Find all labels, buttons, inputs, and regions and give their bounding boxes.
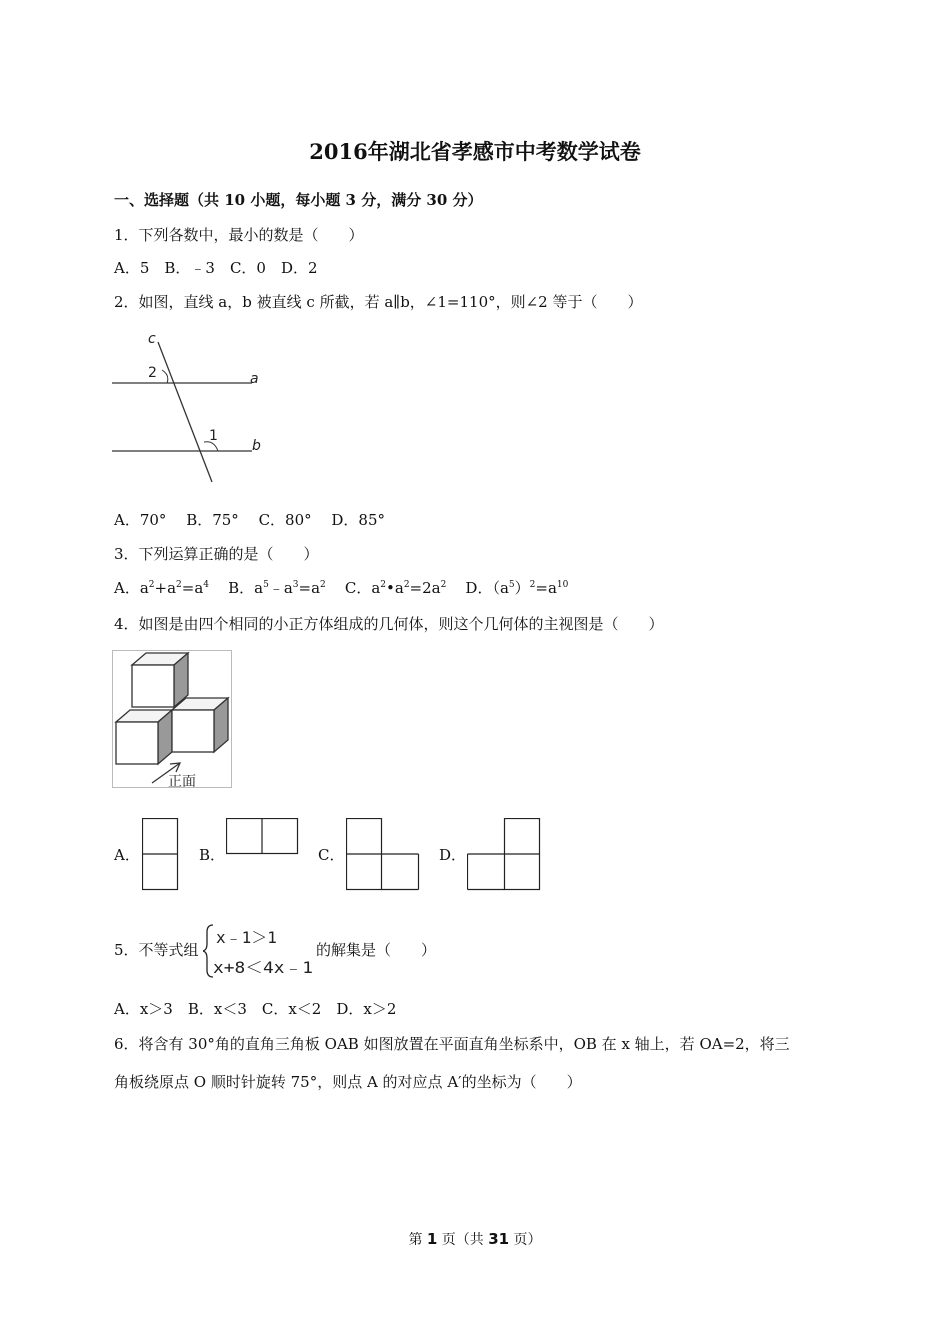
angle-1-label: 1 (209, 428, 218, 444)
question-6-line-2: 角板绕原点 O 顺时针旋转 75°，则点 A 的对应点 A′的坐标为（ ） (114, 1073, 582, 1091)
angle-2-label: 2 (148, 365, 157, 381)
page-total: 31 (488, 1230, 510, 1248)
question-1-stem: 1．下列各数中，最小的数是（ ） (114, 226, 364, 244)
option-d-figure (467, 818, 541, 891)
line-c-label: c (148, 331, 156, 347)
page-title: 2016年湖北省孝感市中考数学试卷 (309, 139, 641, 164)
option-b-label: B． (199, 846, 226, 864)
question-5-stem-after: 的解集是（ ） (316, 941, 437, 959)
option-a-label: A． (114, 846, 140, 864)
option-b: B．$a^5﹣a^3=a^2$ (228, 579, 326, 597)
parallel-lines-figure (112, 330, 262, 488)
question-1-options: A．5 B．﹣3 C．0 D．2 (114, 259, 318, 277)
question-5-options: A．x＞3 B．x＜3 C．x＜2 D．x＞2 (114, 1000, 397, 1018)
option-d-label: D． (439, 846, 467, 864)
question-5-stem-before: 5．不等式组 (114, 941, 199, 959)
cubes-figure (112, 650, 234, 790)
front-label: 正面 (168, 774, 196, 790)
option-c: C．$a^2•a^2=2a^2$ (344, 579, 447, 597)
question-3-stem: 3．下列运算正确的是（ ） (114, 545, 319, 563)
option-d: D．$(a^5)^2=a^{10}$ (465, 579, 569, 597)
question-6-line-1: 6．将含有 30°角的直角三角板 OAB 如图放置在平面直角坐标系中，OB 在 x 轴上，若 OA=2，将三 (114, 1035, 790, 1053)
question-4-stem: 4．如图是由四个相同的小正方体组成的几何体，则这个几何体的主视图是（ ） (114, 615, 664, 633)
option-c-label: C． (318, 846, 345, 864)
question-2-stem: 2．如图，直线 a，b 被直线 c 所截，若 a∥b，∠1=110°，则∠2 等于（ ） (114, 293, 643, 311)
question-3-options (114, 578, 568, 598)
option-a: A．$a^2+a^2=a^4$ (114, 579, 210, 597)
page-footer: 第 1 页（共 31 页） (408, 1230, 542, 1248)
option-b-figure (226, 818, 299, 856)
line-a-label: a (250, 371, 259, 387)
option-a-figure (142, 818, 179, 891)
question-2-options: A．70° B．75° C．80° D．85° (114, 511, 386, 529)
page-number: 1 (426, 1230, 438, 1248)
inequality-1: x﹣1＞1 (216, 928, 277, 947)
inequality-system (203, 922, 315, 980)
inequality-2: x+8＜4x﹣1 (213, 958, 313, 977)
option-c-figure (346, 818, 420, 891)
section-heading: 一、选择题（共 10 小题，每小题 3 分，满分 30 分） (114, 191, 483, 209)
line-b-label: b (252, 438, 261, 454)
